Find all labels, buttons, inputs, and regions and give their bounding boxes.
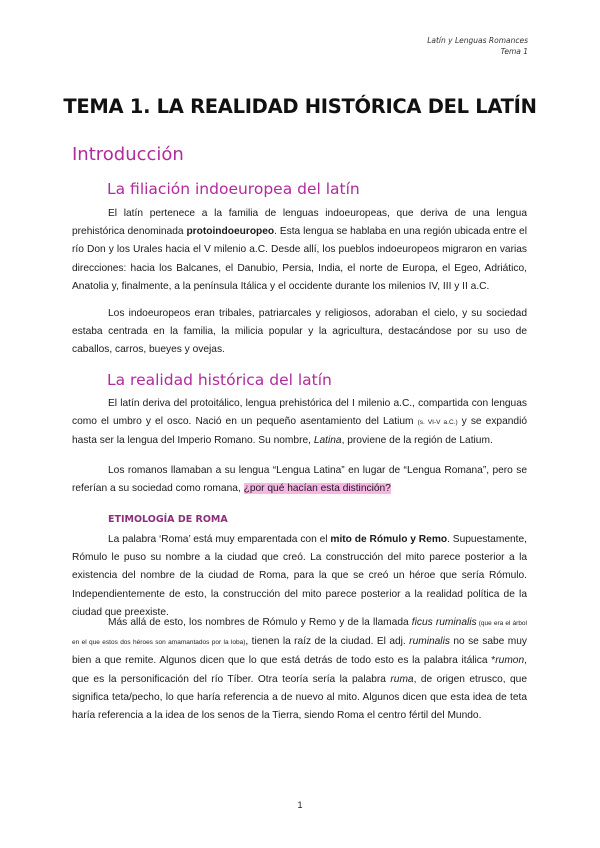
page-number: 1: [297, 800, 303, 810]
intro-heading: Introducción: [72, 144, 184, 165]
header-topic: Tema 1: [500, 47, 528, 56]
section3-paragraph-2: Más allá de esto, los nombres de Rómulo y Remo y de la llamada ficus ruminalis (que era el árbol en el que estos dos héroes son amamantados por la loba), tienen la raíz de la ciudad. El adj. ruminalis no se sabe muy bien a que remite. Algunos dicen que lo que está detrás de todo esto es la palabra itálica *rumon, que es la personificación del río Tíber. Otra teoría sería la palabra ruma, de origen etrusco, que significa teta/pecho, lo que haría referencia a de nuevo al mito. Algunos dicen que esta idea de teta haría referencia a la idea de los senos de la Tierra, siendo Roma el centro fértil del Mundo.: [72, 617, 527, 722]
section2-heading: La realidad histórica del latín: [107, 371, 332, 389]
section2-paragraph-1: El latín deriva del protoitálico, lengua prehistórica del I milenio a.C., compartida con lenguas como el umbro y el osco. Nació en un pequeño asentamiento del Latium (s. VI-V a.C.) y se expandió hasta ser la lengua del Imperio Romano. Su nombre, Latina, proviene de la región de Latium.: [72, 398, 528, 447]
running-header: [427, 35, 528, 57]
section1-paragraph-2: Los indoeuropeos eran tribales, patriarcales y religiosos, adoraban el cielo, y su sociedad estaba centrada en la familia, la milicia popular y la agricultura, destacándose por su uso de caballos, carros, bueyes y ovejas.: [72, 308, 527, 356]
section2-paragraph-2: Los romanos llamaban a su lengua “Lengua Latina” en lugar de “Lengua Romana”, pero se referían a su sociedad como romana, ¿por qué hacían esta distinción?: [72, 465, 527, 495]
header-subject: Latín y Lenguas Romances: [427, 36, 528, 45]
section3-paragraph-1: La palabra ‘Roma’ está muy emparentada con el mito de Rómulo y Remo. Supuestamente, Rómulo le puso su nombre a la ciudad que creó. La construcción del mito parece posterior a la existencia del nombre de la ciudad de Roma, para la que se creó un héroe que sería Rómulo. Independientemente de esto, la construcción del mito parece posterior a la realidad política de la ciudad que preexiste.: [72, 534, 527, 618]
section1-paragraph-1: El latín pertenece a la familia de lenguas indoeuropeas, que deriva de una lengua prehistórica denominada protoindoeuropeo. Esta lengua se hablaba en una región ubicada entre el río Don y los Urales hacia el V milenio a.C. Desde allí, los pueblos indoeuropeos migraron en varias direcciones: hacia los Balcanes, el Danubio, Persia, India, el norte de Europa, el Egeo, Adriático, Anatolia y, finalmente, a la península Itálica y el occidente durante los milenios IV, III y II a.C.: [72, 208, 527, 292]
section1-heading: La filiación indoeuropea del latín: [107, 180, 360, 198]
highlighted-question: ¿por qué hacían esta distinción?: [243, 483, 391, 495]
section3-heading: ETIMOLOGÍA DE ROMA: [108, 514, 228, 525]
page-title: TEMA 1. LA REALIDAD HISTÓRICA DEL LATÍN: [63, 95, 537, 118]
